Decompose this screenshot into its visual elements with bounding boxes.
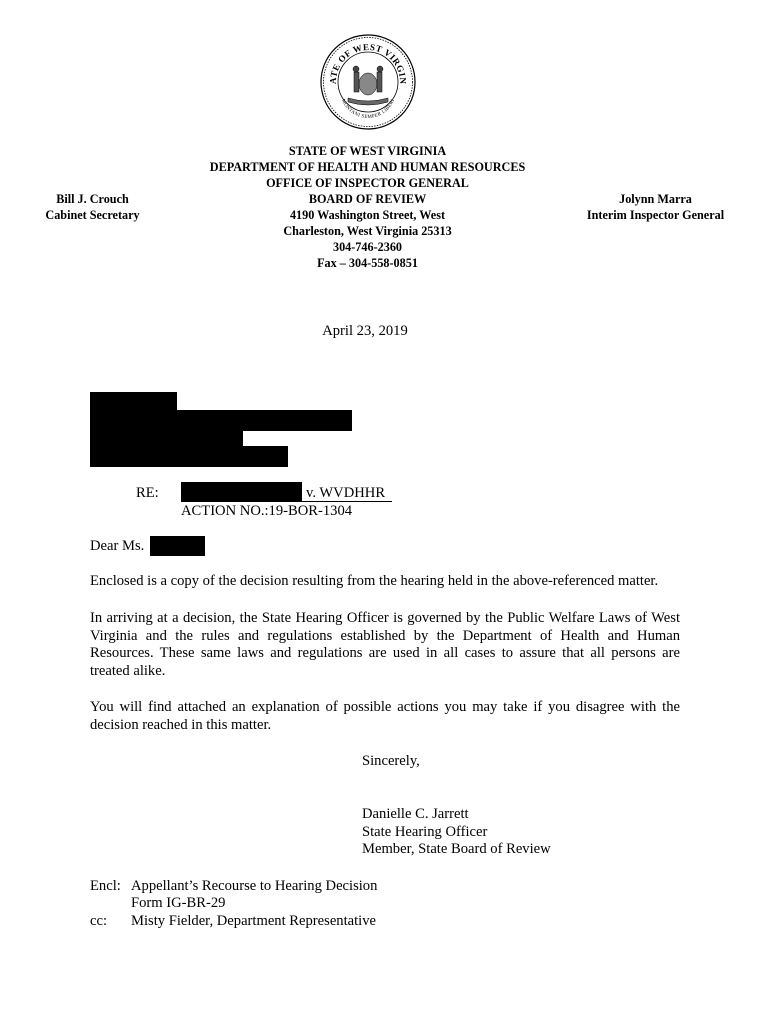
re-underline <box>181 501 392 502</box>
seal-top-text: ATE OF WEST VIRGIN <box>327 41 409 85</box>
cabinet-secretary-name: Bill J. Crouch <box>56 192 129 206</box>
signature-block <box>362 806 551 859</box>
letterhead-line: STATE OF WEST VIRGINIA <box>288 144 447 158</box>
inspector-general-block <box>578 191 733 223</box>
cabinet-secretary-block <box>40 191 145 223</box>
redacted-address-line <box>90 410 352 431</box>
redacted-address-line <box>90 392 177 410</box>
signer-title: State Hearing Officer <box>362 823 488 840</box>
letterhead-line: 304-746-2360 <box>332 240 403 254</box>
body-paragraph: You will find attached an explanation of possible actions you may take if you disagree with the decision reached in this matter. <box>90 699 680 733</box>
re-case-suffix: v. WVDHHR <box>306 485 386 501</box>
body-paragraph: In arriving at a decision, the State Hearing Officer is governed by the Public Welfare Laws of West Virginia and the rules and regulations established by the Department of Health and Human Resources. These same laws and regulations are used in all cases to assure that all persons are treated alike. <box>90 610 680 679</box>
letterhead-line: DEPARTMENT OF HEALTH AND HUMAN RESOURCES <box>209 160 526 174</box>
letterhead-line: Fax – 304-558-0851 <box>317 256 418 270</box>
closing: Sincerely, <box>362 753 420 769</box>
salutation: Dear Ms. <box>90 538 145 554</box>
enclosure-label: Encl: <box>90 878 121 894</box>
cc-recipient: Misty Fielder, Department Representative <box>131 913 377 929</box>
action-number: ACTION NO.:19-BOR-1304 <box>181 503 353 519</box>
letterhead-line: Charleston, West Virginia 25313 <box>283 224 452 238</box>
letterhead-line: BOARD OF REVIEW <box>308 192 427 206</box>
letterhead-address-block <box>185 143 550 271</box>
enclosure-item: Appellant’s Recourse to Hearing Decision <box>131 878 378 894</box>
redacted-address-line <box>90 431 243 446</box>
letterhead-line: 4190 Washington Street, West <box>289 208 446 222</box>
re-label: RE: <box>136 485 159 501</box>
seal-bottom-text: MONTANI SEMPER LIBERI <box>339 98 397 121</box>
state-seal <box>318 32 418 132</box>
signer-membership: Member, State Board of Review <box>362 841 551 857</box>
redacted-appellant-name <box>181 482 302 501</box>
letterhead-line: OFFICE OF INSPECTOR GENERAL <box>266 176 469 190</box>
signer-name: Danielle C. Jarrett <box>362 806 469 822</box>
redacted-address-line <box>90 446 288 467</box>
enclosure-form: Form IG-BR-29 <box>131 895 226 911</box>
cc-label: cc: <box>90 913 108 929</box>
cabinet-secretary-title: Cabinet Secretary <box>45 208 140 222</box>
redacted-recipient-name <box>150 536 205 556</box>
body-paragraph: Enclosed is a copy of the decision resulting from the hearing held in the above-referenced matter. <box>90 573 659 589</box>
inspector-general-title: Interim Inspector General <box>586 208 725 222</box>
letter-date: April 23, 2019 <box>322 323 408 339</box>
inspector-general-name: Jolynn Marra <box>619 192 692 206</box>
